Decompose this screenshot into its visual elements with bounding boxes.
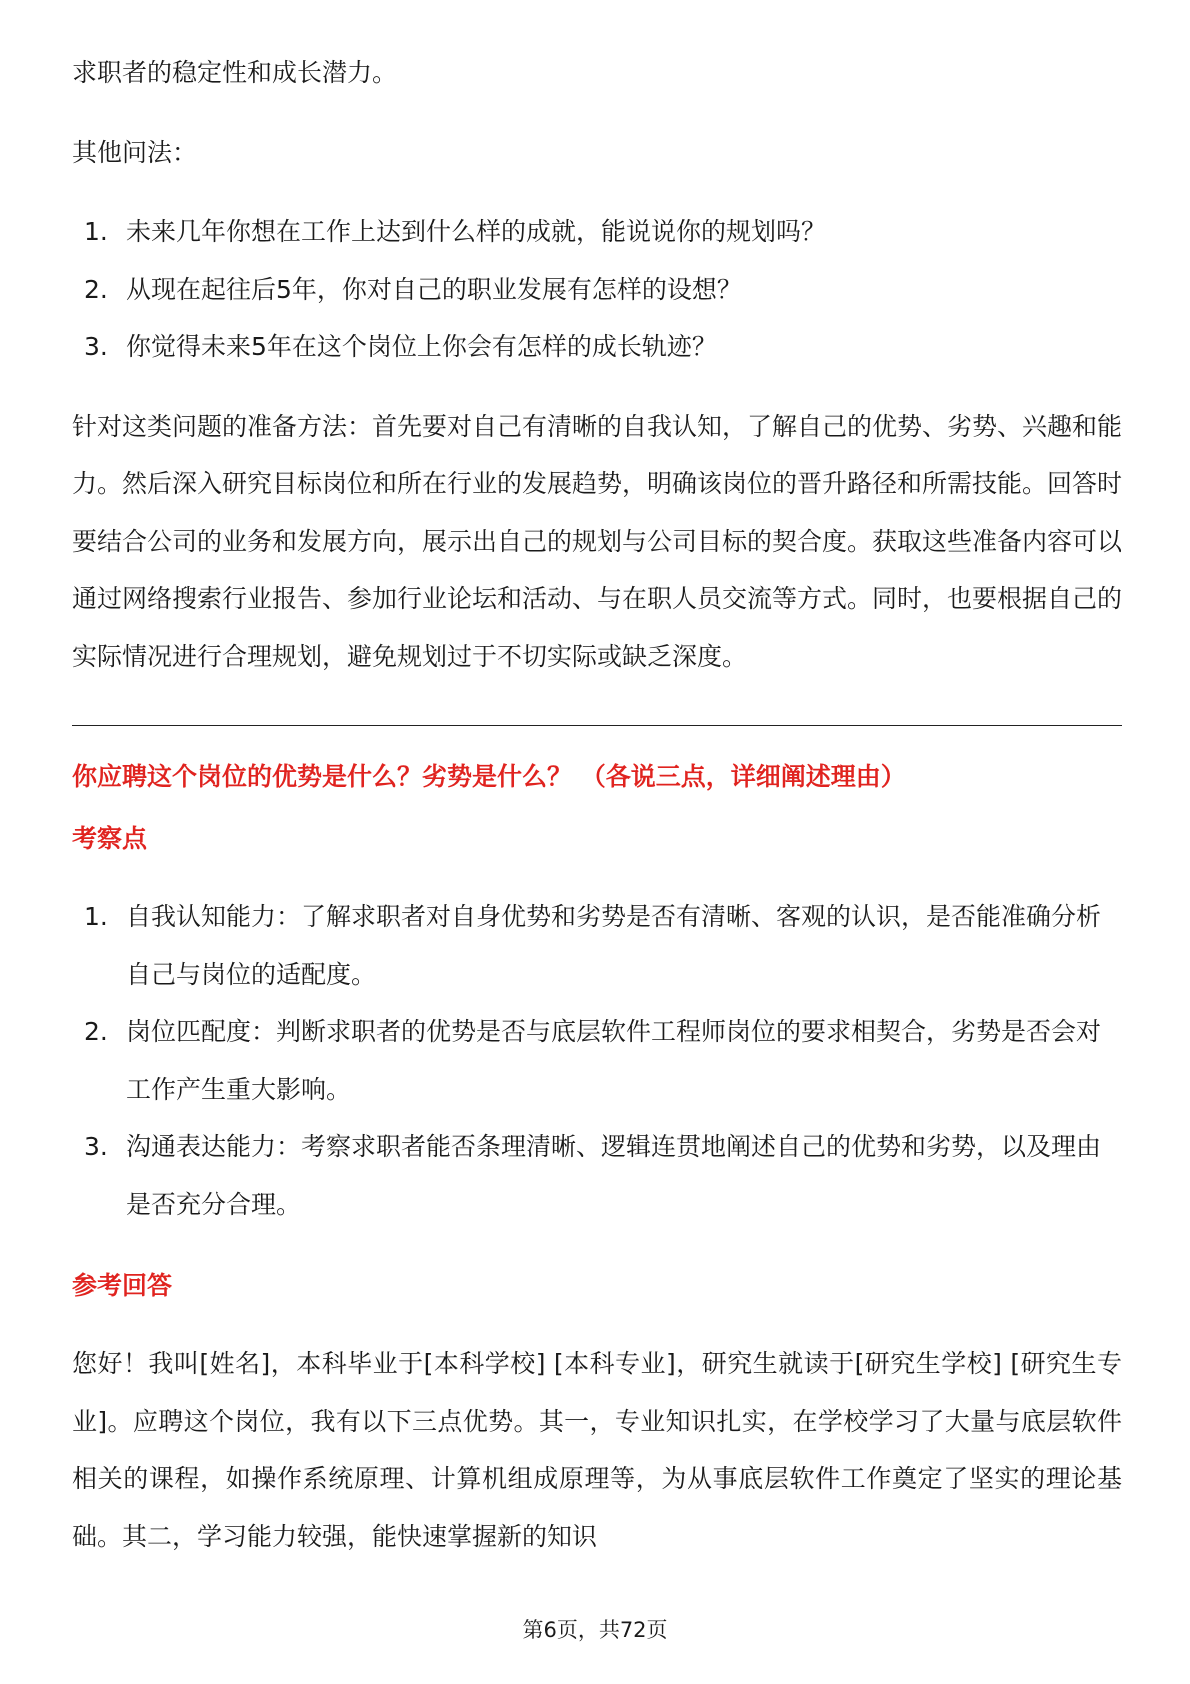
inspect-heading: 考察点 — [72, 824, 148, 853]
list-item — [72, 203, 1122, 261]
list-item-text: 沟通表达能力：考察求职者能否条理清晰、逻辑连贯地阐述自己的优势和劣势，以及理由是否充分合理。 — [126, 1132, 1102, 1219]
list-item — [72, 1118, 1122, 1233]
list-item-text: 未来几年你想在工作上达到什么样的成就，能说说你的规划吗？ — [126, 217, 827, 246]
page-content — [72, 44, 1122, 1565]
list-item-number: 2. — [84, 1017, 108, 1046]
list-item — [72, 1003, 1122, 1118]
intro-tail-text: 求职者的稳定性和成长潜力。 — [72, 58, 398, 87]
other-questions-list — [72, 203, 1122, 376]
question-title: 你应聘这个岗位的优势是什么？劣势是什么？ （各说三点，详细阐述理由） — [72, 762, 906, 791]
list-item-number: 3. — [84, 332, 108, 361]
list-item-number: 2. — [84, 274, 108, 304]
list-item — [72, 318, 1122, 376]
list-item-number: 1. — [84, 217, 108, 246]
section-divider — [72, 725, 1122, 726]
reference-heading: 参考回答 — [72, 1271, 173, 1300]
inspect-points-list — [72, 888, 1122, 1233]
page-number: 第6页，共72页 — [522, 1618, 668, 1642]
list-item-text: 自我认知能力：了解求职者对自身优势和劣势是否有清晰、客观的认识，是否能准确分析自己与岗位的适配度。 — [126, 902, 1102, 989]
list-item-text: 岗位匹配度：判断求职者的优势是否与底层软件工程师岗位的要求相契合，劣势是否会对工作产生重大影响。 — [126, 1017, 1102, 1104]
list-item-number: 3. — [84, 1132, 108, 1161]
list-item-text: 你觉得未来5年在这个岗位上你会有怎样的成长轨迹？ — [126, 332, 717, 361]
other-questions-label: 其他问法： — [72, 137, 198, 167]
preparation-paragraph: 针对这类问题的准备方法：首先要对自己有清晰的自我认知，了解自己的优势、劣势、兴趣和能力。然后深入研究目标岗位和所在行业的发展趋势，明确该岗位的晋升路径和所需技能。回答时要结合公司的业务和发展方向，展示出自己的规划与公司目标的契合度。获取这些准备内容可以通过网络搜索行业报告、参加行业论坛和活动、与在职人员交流等方式。同时，也要根据自己的实际情况进行合理规划，避免规划过于不切实际或缺乏深度。 — [72, 411, 1123, 671]
list-item-number: 1. — [84, 902, 108, 931]
reference-answer: 您好！我叫[姓名]，本科毕业于[本科学校] [本科专业]，研究生就读于[研究生学校] [研究生专业]。应聘这个岗位，我有以下三点优势。其一，专业知识扎实，在学校学习了大量与底层软件相关的课程，如操作系统原理、计算机组成原理等，为从事底层软件工作奠定了坚实的理论基础。其二，学习能力较强，能快速掌握新的知识 — [72, 1349, 1122, 1551]
list-item-text: 从现在起往后5年，你对自己的职业发展有怎样的设想？ — [126, 274, 742, 304]
list-item — [72, 261, 1122, 319]
list-item — [72, 888, 1122, 1003]
